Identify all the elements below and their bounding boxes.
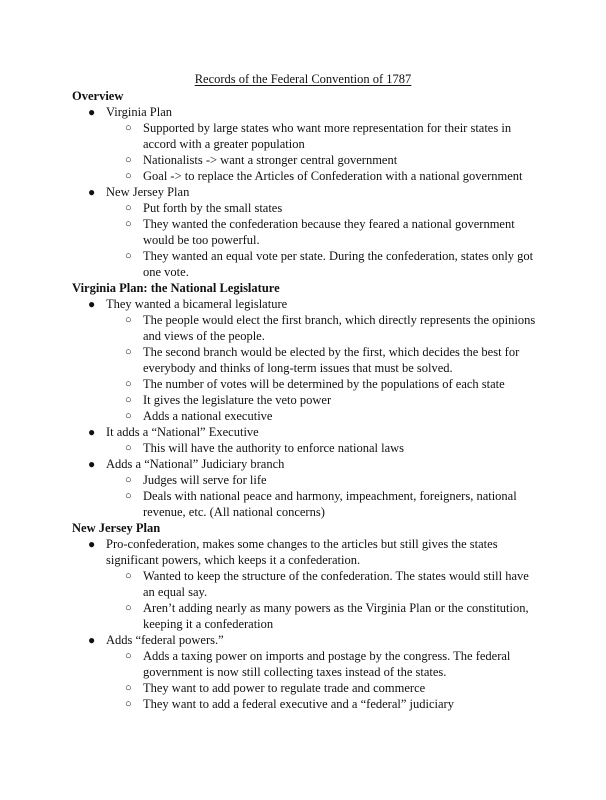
hollow-bullet-icon: ○ — [125, 218, 132, 230]
hollow-bullet-icon: ○ — [125, 490, 132, 502]
hollow-bullet-icon: ○ — [125, 698, 132, 710]
sub-list-item-text: Goal -> to replace the Articles of Confederation with a national government — [143, 169, 523, 183]
sub-list-item-text: Nationalists -> want a stronger central government — [143, 153, 398, 167]
sub-list-item-text: The number of votes will be determined by the populations of each state — [143, 377, 505, 391]
hollow-bullet-icon: ○ — [125, 682, 132, 694]
bullet-icon: ● — [88, 537, 96, 551]
sub-list-item-text: Deals with national peace and harmony, impeachment, foreigners, national revenue, etc. (All national concerns) — [143, 489, 517, 519]
hollow-bullet-icon: ○ — [125, 170, 132, 182]
hollow-bullet-icon: ○ — [125, 378, 132, 390]
list-item-text: Adds “federal powers.” — [106, 633, 224, 647]
hollow-bullet-icon: ○ — [125, 650, 132, 662]
hollow-bullet-icon: ○ — [125, 122, 132, 134]
hollow-bullet-icon: ○ — [125, 314, 132, 326]
hollow-bullet-icon: ○ — [125, 602, 132, 614]
sub-list-item-text: They wanted the confederation because they feared a national government would be too powerful. — [143, 217, 515, 247]
sub-list-item-text: Aren’t adding nearly as many powers as the Virginia Plan or the constitution, keeping it a confederation — [143, 601, 529, 631]
hollow-bullet-icon: ○ — [125, 346, 132, 358]
list-item-text: It adds a “National” Executive — [106, 425, 259, 439]
hollow-bullet-icon: ○ — [125, 202, 132, 214]
sub-list-item-text: Put forth by the small states — [143, 201, 283, 215]
section-heading-overview: Overview — [72, 89, 124, 103]
hollow-bullet-icon: ○ — [125, 154, 132, 166]
sub-list-item-text: They wanted an equal vote per state. During the confederation, states only got one vote. — [143, 249, 534, 279]
list-item-text: Adds a “National” Judiciary branch — [106, 457, 285, 471]
bullet-icon: ● — [88, 105, 96, 119]
bullet-icon: ● — [88, 185, 96, 199]
sub-list-item-text: The second branch would be elected by the first, which decides the best for everybody and thinks of long-term issues that must be solved. — [143, 345, 520, 375]
list-item-text: They wanted a bicameral legislature — [106, 297, 288, 311]
hollow-bullet-icon: ○ — [125, 570, 132, 582]
sub-list-item-text: Adds a national executive — [143, 409, 273, 423]
bullet-icon: ● — [88, 457, 96, 471]
bullet-icon: ● — [88, 297, 96, 311]
bullet-icon: ● — [88, 425, 96, 439]
sub-list-item-text: This will have the authority to enforce national laws — [143, 441, 405, 455]
sub-list-item-text: Adds a taxing power on imports and postage by the congress. The federal government is now still collecting taxes instead of the states. — [143, 649, 511, 679]
list-item-text: Pro-confederation, makes some changes to the articles but still gives the states significant powers, which keeps it a confederation. — [106, 537, 498, 567]
sub-list-item-text: They want to add power to regulate trade and commerce — [143, 681, 426, 695]
hollow-bullet-icon: ○ — [125, 250, 132, 262]
document-title: Records of the Federal Convention of 1787 — [194, 72, 412, 86]
sub-list-item-text: They want to add a federal executive and a “federal” judiciary — [143, 697, 454, 711]
sub-list-item-text: The people would elect the first branch, which directly represents the opinions and views of the people. — [143, 313, 536, 343]
list-item-text: Virginia Plan — [106, 105, 173, 119]
list-item-text: New Jersey Plan — [106, 185, 190, 199]
section-heading-new-jersey: New Jersey Plan — [72, 521, 161, 535]
hollow-bullet-icon: ○ — [125, 394, 132, 406]
sub-list-item-text: It gives the legislature the veto power — [143, 393, 332, 407]
section-heading-virginia: Virginia Plan: the National Legislature — [72, 281, 280, 295]
sub-list-item-text: Supported by large states who want more representation for their states in accord with a greater population — [143, 121, 512, 151]
sub-list-item-text: Judges will serve for life — [143, 473, 267, 487]
sub-list-item-text: Wanted to keep the structure of the confederation. The states would still have an equal say. — [143, 569, 529, 599]
bullet-icon: ● — [88, 633, 96, 647]
hollow-bullet-icon: ○ — [125, 442, 132, 454]
hollow-bullet-icon: ○ — [125, 410, 132, 422]
hollow-bullet-icon: ○ — [125, 474, 132, 486]
